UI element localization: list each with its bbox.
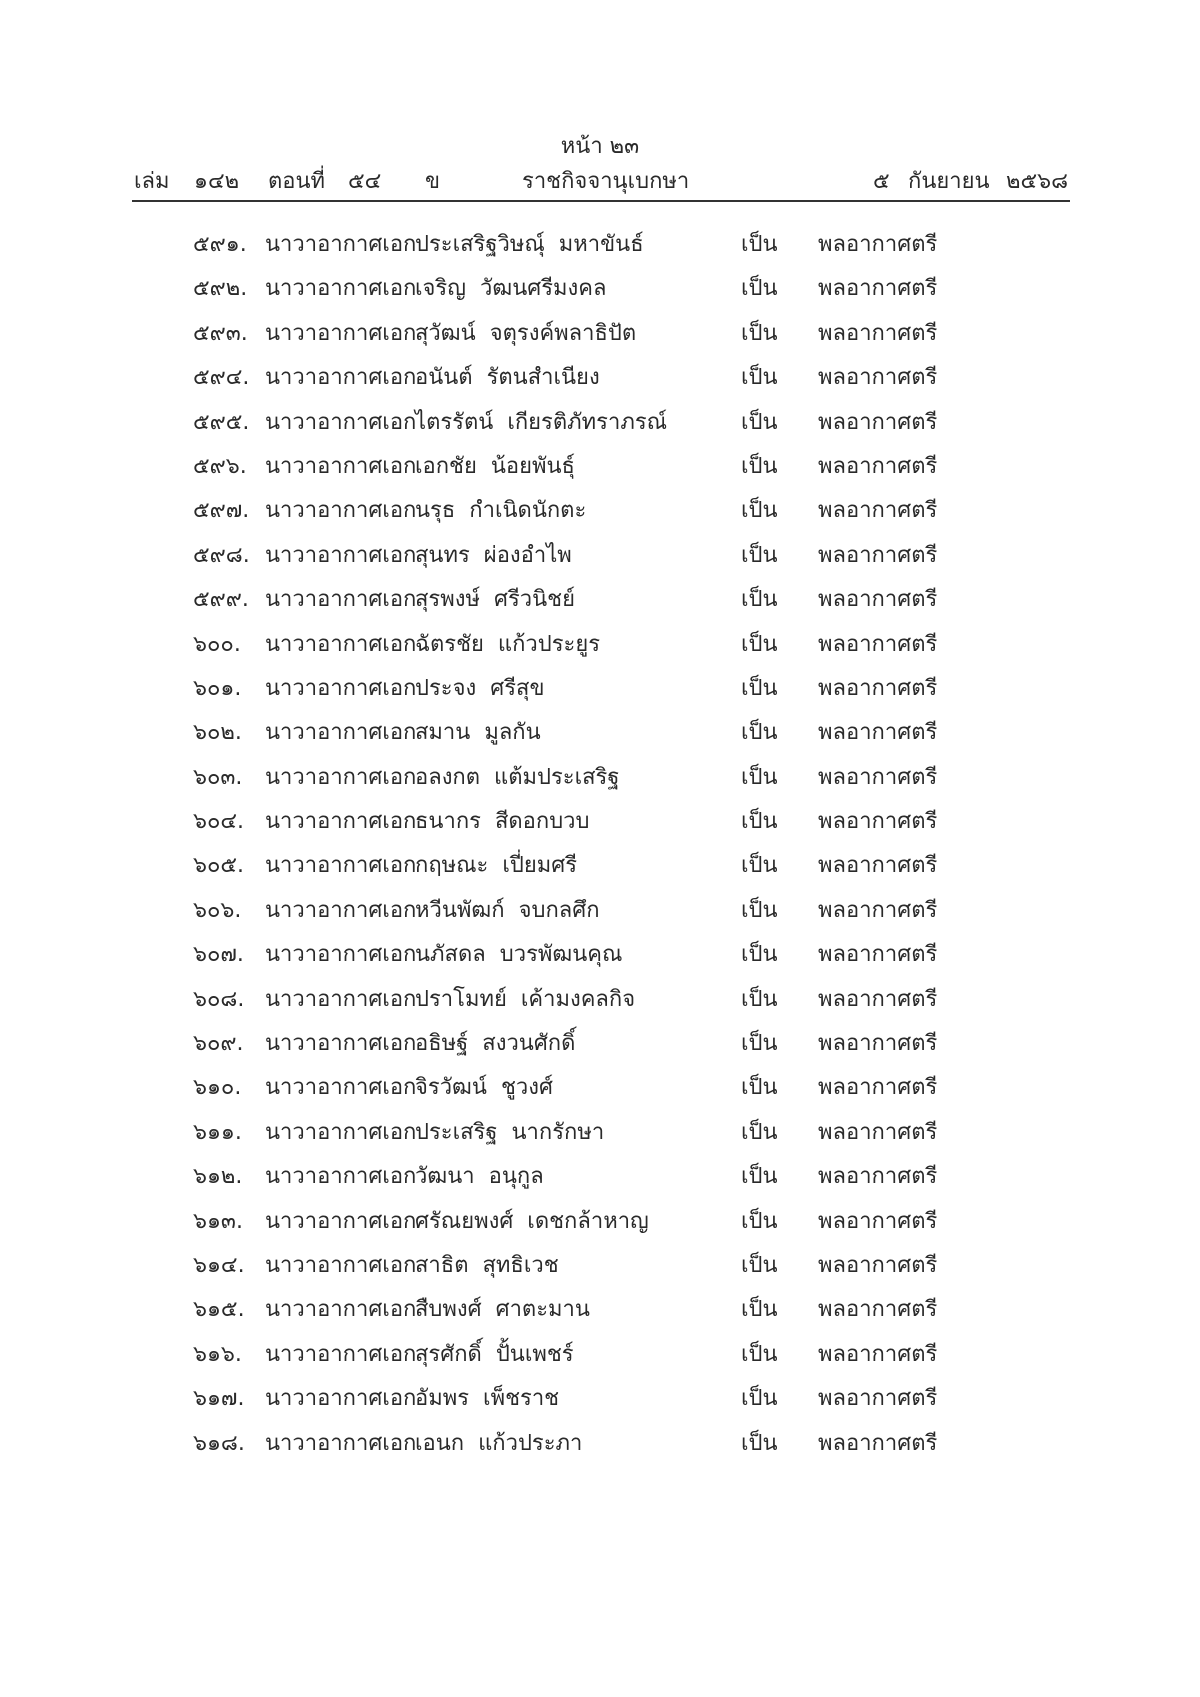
entry-rank: นาวาอากาศเอก	[265, 1430, 417, 1456]
list-item	[0, 847, 1200, 891]
entry-number: ๖๑๒.	[193, 1164, 243, 1190]
entry-rank: นาวาอากาศเอก	[265, 587, 417, 613]
volume-number: ๑๔๒	[194, 169, 240, 194]
entry-verb: เป็น	[741, 587, 778, 613]
list-item	[0, 981, 1200, 1025]
entry-verb: เป็น	[741, 365, 778, 391]
entry-first-name: อนันต์	[415, 365, 473, 391]
section-label: ข	[425, 169, 441, 194]
entry-last-name: มหาขันธ์	[558, 232, 644, 257]
entry-first-name: วัฒนา	[415, 1164, 475, 1190]
entry-new-rank: พลอากาศตรี	[818, 986, 938, 1012]
page-number: หน้า ๒๓	[560, 134, 640, 159]
entry-name	[415, 1114, 604, 1149]
entry-new-rank: พลอากาศตรี	[818, 409, 938, 435]
entry-rank: นาวาอากาศเอก	[265, 631, 417, 657]
entry-rank: นาวาอากาศเอก	[265, 942, 417, 968]
entry-verb: เป็น	[741, 675, 778, 701]
entry-last-name: วัฒนศรีมงคล	[479, 276, 607, 302]
entry-last-name: เพ็ชราช	[483, 1386, 560, 1412]
entry-number: ๖๐๙.	[193, 1031, 244, 1057]
entry-name	[415, 803, 590, 838]
entry-first-name: สุวัฒน์	[415, 320, 476, 346]
entry-verb: เป็น	[741, 320, 778, 346]
entry-last-name: จบกลศึก	[518, 897, 600, 923]
entry-first-name: หวีนพัฒก์	[415, 897, 505, 923]
entry-rank: นาวาอากาศเอก	[265, 1119, 417, 1145]
entry-name	[415, 626, 600, 661]
entry-name	[415, 1291, 590, 1326]
entry-name	[415, 1203, 649, 1238]
entry-new-rank: พลอากาศตรี	[818, 1164, 938, 1190]
list-item	[0, 1069, 1200, 1113]
entry-new-rank: พลอากาศตรี	[818, 1386, 938, 1412]
entry-last-name: สุทธิเวช	[482, 1252, 559, 1278]
entry-last-name: แก้วประภา	[478, 1430, 583, 1456]
entry-number: ๕๙๙.	[193, 587, 249, 613]
entry-new-rank: พลอากาศตรี	[818, 942, 938, 968]
entry-name	[415, 1158, 544, 1193]
entry-verb: เป็น	[741, 631, 778, 657]
entry-first-name: ประจง	[415, 675, 477, 701]
entry-verb: เป็น	[741, 1252, 778, 1278]
entry-rank: นาวาอากาศเอก	[265, 986, 417, 1012]
entry-rank: นาวาอากาศเอก	[265, 409, 417, 435]
entry-rank: นาวาอากาศเอก	[265, 675, 417, 701]
entry-number: ๕๙๑.	[193, 232, 247, 257]
entry-last-name: จตุรงค์พลาธิปัต	[489, 320, 637, 346]
entry-verb: เป็น	[741, 1031, 778, 1057]
entry-last-name: รัตนสำเนียง	[486, 365, 600, 391]
list-item	[0, 226, 1200, 270]
entry-verb: เป็น	[741, 942, 778, 968]
entry-first-name: สืบพงศ์	[415, 1297, 482, 1323]
entry-new-rank: พลอากาศตรี	[818, 1119, 938, 1145]
list-item	[0, 670, 1200, 714]
entry-number: ๖๐๕.	[193, 853, 245, 879]
entry-number: ๖๑๓.	[193, 1208, 243, 1234]
promotion-list	[0, 226, 1200, 1469]
entry-verb: เป็น	[741, 1341, 778, 1367]
entry-name	[415, 1336, 574, 1371]
entry-rank: นาวาอากาศเอก	[265, 1252, 417, 1278]
entry-verb: เป็น	[741, 853, 778, 879]
entry-number: ๕๙๓.	[193, 320, 248, 346]
list-item	[0, 404, 1200, 448]
list-item	[0, 714, 1200, 758]
entry-rank: นาวาอากาศเอก	[265, 232, 417, 257]
entry-number: ๖๑๖.	[193, 1341, 242, 1367]
entry-new-rank: พลอากาศตรี	[818, 764, 938, 790]
entry-number: ๕๙๖.	[193, 453, 247, 479]
entry-verb: เป็น	[741, 542, 778, 568]
entry-last-name: นากรักษา	[511, 1119, 605, 1145]
date-month: กันยายน	[908, 169, 990, 194]
entry-rank: นาวาอากาศเอก	[265, 1075, 417, 1101]
entry-name	[415, 1247, 559, 1282]
entry-rank: นาวาอากาศเอก	[265, 498, 417, 524]
entry-rank: นาวาอากาศเอก	[265, 1164, 417, 1190]
entry-number: ๖๑๔.	[193, 1252, 245, 1278]
entry-last-name: สีดอกบวบ	[494, 809, 590, 835]
entry-verb: เป็น	[741, 498, 778, 524]
list-item	[0, 1025, 1200, 1069]
entry-name	[415, 847, 577, 882]
entry-new-rank: พลอากาศตรี	[818, 453, 938, 479]
entry-first-name: เจริญ	[415, 276, 466, 302]
entry-name	[415, 981, 635, 1016]
entry-verb: เป็น	[741, 897, 778, 923]
entry-rank: นาวาอากาศเอก	[265, 1297, 417, 1323]
entry-first-name: ไตรรัตน์	[415, 409, 494, 435]
entry-number: ๕๙๕.	[193, 409, 250, 435]
entry-number: ๖๐๒.	[193, 720, 242, 746]
entry-number: ๖๐๐.	[193, 631, 241, 657]
entry-verb: เป็น	[741, 1208, 778, 1234]
entry-number: ๖๑๘.	[193, 1430, 245, 1456]
entry-name	[415, 1425, 582, 1460]
date-day: ๕	[873, 169, 890, 194]
entry-name	[415, 226, 644, 261]
entry-verb: เป็น	[741, 809, 778, 835]
entry-new-rank: พลอากาศตรี	[818, 365, 938, 391]
entry-rank: นาวาอากาศเอก	[265, 542, 417, 568]
entry-last-name: ผ่องอำไพ	[483, 542, 572, 568]
list-item	[0, 1114, 1200, 1158]
entry-name	[415, 670, 544, 705]
entry-last-name: เกียรติภัทราภรณ์	[507, 409, 668, 435]
entry-new-rank: พลอากาศตรี	[818, 1252, 938, 1278]
entry-verb: เป็น	[741, 764, 778, 790]
entry-verb: เป็น	[741, 720, 778, 746]
list-item	[0, 1203, 1200, 1247]
entry-verb: เป็น	[741, 1430, 778, 1456]
entry-new-rank: พลอากาศตรี	[818, 720, 938, 746]
entry-number: ๕๙๘.	[193, 542, 250, 568]
entry-rank: นาวาอากาศเอก	[265, 897, 417, 923]
entry-new-rank: พลอากาศตรี	[818, 1075, 938, 1101]
entry-verb: เป็น	[741, 453, 778, 479]
entry-name	[415, 404, 667, 439]
list-item	[0, 1158, 1200, 1202]
entry-number: ๖๑๐.	[193, 1075, 242, 1101]
entry-name	[415, 714, 541, 749]
entry-first-name: ประเสริฐวิษณุ์	[415, 232, 545, 257]
entry-verb: เป็น	[741, 232, 778, 257]
list-item	[0, 315, 1200, 359]
list-item	[0, 626, 1200, 670]
entry-first-name: สุรพงษ์	[415, 587, 480, 613]
entry-first-name: อัมพร	[415, 1386, 470, 1412]
entry-rank: นาวาอากาศเอก	[265, 809, 417, 835]
entry-rank: นาวาอากาศเอก	[265, 365, 417, 391]
list-item	[0, 270, 1200, 314]
entry-name	[415, 1380, 559, 1415]
entry-last-name: เดชกล้าหาญ	[527, 1208, 649, 1234]
list-item	[0, 803, 1200, 847]
entry-first-name: สุนทร	[415, 542, 470, 568]
entry-new-rank: พลอากาศตรี	[818, 897, 938, 923]
list-item	[0, 1425, 1200, 1469]
entry-first-name: อธิษฐ์	[415, 1031, 469, 1057]
list-item	[0, 448, 1200, 492]
entry-first-name: สมาน	[415, 720, 471, 746]
list-item	[0, 1380, 1200, 1424]
entry-number: ๖๑๗.	[193, 1386, 245, 1412]
entry-rank: นาวาอากาศเอก	[265, 276, 417, 302]
entry-rank: นาวาอากาศเอก	[265, 764, 417, 790]
entry-new-rank: พลอากาศตรี	[818, 1430, 938, 1456]
entry-verb: เป็น	[741, 1119, 778, 1145]
entry-new-rank: พลอากาศตรี	[818, 498, 938, 524]
volume-label: เล่ม	[134, 169, 170, 194]
entry-last-name: ศาตะมาน	[495, 1297, 590, 1323]
entry-number: ๖๐๖.	[193, 897, 242, 923]
header-divider	[132, 200, 1070, 202]
entry-rank: นาวาอากาศเอก	[265, 1341, 417, 1367]
entry-last-name: บวรพัฒนคุณ	[499, 942, 623, 968]
entry-rank: นาวาอากาศเอก	[265, 1031, 417, 1057]
entry-first-name: กฤษณะ	[415, 853, 489, 879]
entry-last-name: เค้ามงคลกิจ	[520, 986, 636, 1012]
entry-first-name: อลงกต	[415, 764, 481, 790]
publication-title: ราชกิจจานุเบกษา	[522, 169, 690, 194]
issue-label: ตอนที่	[268, 169, 326, 194]
entry-number: ๖๑๕.	[193, 1297, 245, 1323]
list-item	[0, 1247, 1200, 1291]
entry-last-name: สงวนศักดิ์	[482, 1031, 576, 1057]
entry-new-rank: พลอากาศตรี	[818, 1208, 938, 1234]
entry-number: ๖๐๔.	[193, 809, 245, 835]
entry-name	[415, 492, 586, 527]
entry-name	[415, 936, 622, 971]
entry-new-rank: พลอากาศตรี	[818, 675, 938, 701]
entry-new-rank: พลอากาศตรี	[818, 631, 938, 657]
list-item	[0, 1291, 1200, 1335]
entry-first-name: สุรศักดิ์	[415, 1341, 482, 1367]
entry-new-rank: พลอากาศตรี	[818, 853, 938, 879]
entry-new-rank: พลอากาศตรี	[818, 1031, 938, 1057]
date-year: ๒๕๖๘	[1006, 169, 1069, 194]
list-item	[0, 537, 1200, 581]
entry-first-name: ศรัณยพงศ์	[415, 1208, 514, 1234]
entry-number: ๕๙๔.	[193, 365, 250, 391]
entry-first-name: สาธิต	[415, 1252, 469, 1278]
entry-name	[415, 581, 575, 616]
entry-name	[415, 1025, 575, 1060]
list-item	[0, 492, 1200, 536]
entry-new-rank: พลอากาศตรี	[818, 1297, 938, 1323]
entry-name	[415, 359, 600, 394]
entry-last-name: ชูวงศ์	[500, 1075, 553, 1101]
entry-first-name: นภัสดล	[415, 942, 486, 968]
entry-last-name: เปี่ยมศรี	[502, 853, 578, 879]
entry-rank: นาวาอากาศเอก	[265, 853, 417, 879]
entry-verb: เป็น	[741, 1164, 778, 1190]
list-item	[0, 581, 1200, 625]
entry-verb: เป็น	[741, 1075, 778, 1101]
list-item	[0, 936, 1200, 980]
entry-name	[415, 448, 575, 483]
entry-rank: นาวาอากาศเอก	[265, 1386, 417, 1412]
entry-name	[415, 537, 572, 572]
entry-last-name: แต้มประเสริฐ	[494, 764, 620, 790]
entry-verb: เป็น	[741, 276, 778, 302]
entry-number: ๖๐๘.	[193, 986, 245, 1012]
entry-new-rank: พลอากาศตรี	[818, 542, 938, 568]
entry-first-name: ประเสริฐ	[415, 1119, 498, 1145]
entry-number: ๕๙๒.	[193, 276, 248, 302]
entry-new-rank: พลอากาศตรี	[818, 1341, 938, 1367]
entry-last-name: มูลกัน	[484, 720, 541, 746]
entry-number: ๖๑๑.	[193, 1119, 242, 1145]
entry-last-name: กำเนิดนักตะ	[469, 498, 587, 524]
entry-first-name: นรุธ	[415, 498, 456, 524]
entry-name	[415, 892, 600, 927]
entry-verb: เป็น	[741, 1386, 778, 1412]
entry-new-rank: พลอากาศตรี	[818, 320, 938, 346]
entry-new-rank: พลอากาศตรี	[818, 587, 938, 613]
entry-first-name: เอกชัย	[415, 453, 477, 479]
entry-number: ๖๐๓.	[193, 764, 243, 790]
entry-first-name: เอนก	[415, 1430, 465, 1456]
entry-rank: นาวาอากาศเอก	[265, 1208, 417, 1234]
entry-new-rank: พลอากาศตรี	[818, 809, 938, 835]
entry-last-name: อนุกูล	[488, 1164, 544, 1190]
entry-last-name: แก้วประยูร	[497, 631, 601, 657]
entry-last-name: ศรีวนิชย์	[494, 587, 575, 613]
entry-number: ๖๐๑.	[193, 675, 242, 701]
entry-rank: นาวาอากาศเอก	[265, 453, 417, 479]
entry-number: ๕๙๗.	[193, 498, 250, 524]
list-item	[0, 359, 1200, 403]
entry-new-rank: พลอากาศตรี	[818, 276, 938, 302]
entry-name	[415, 759, 620, 794]
entry-number: ๖๐๗.	[193, 942, 244, 968]
issue-number: ๕๔	[348, 169, 382, 194]
list-item	[0, 1336, 1200, 1380]
list-item	[0, 892, 1200, 936]
entry-first-name: จิรวัฒน์	[415, 1075, 487, 1101]
entry-rank: นาวาอากาศเอก	[265, 720, 417, 746]
entry-verb: เป็น	[741, 409, 778, 435]
entry-first-name: ธนากร	[415, 809, 481, 835]
gazette-header	[0, 163, 1200, 199]
entry-last-name: น้อยพันธุ์	[490, 453, 575, 479]
entry-new-rank: พลอากาศตรี	[818, 232, 938, 257]
entry-verb: เป็น	[741, 986, 778, 1012]
entry-first-name: ฉัตรชัย	[415, 631, 484, 657]
entry-name	[415, 1069, 553, 1104]
entry-last-name: ปั้นเพชร์	[495, 1341, 574, 1367]
entry-first-name: ปราโมทย์	[415, 986, 507, 1012]
list-item	[0, 759, 1200, 803]
entry-rank: นาวาอากาศเอก	[265, 320, 417, 346]
entry-verb: เป็น	[741, 1297, 778, 1323]
entry-last-name: ศรีสุข	[490, 675, 545, 701]
entry-name	[415, 270, 606, 305]
entry-name	[415, 315, 636, 350]
